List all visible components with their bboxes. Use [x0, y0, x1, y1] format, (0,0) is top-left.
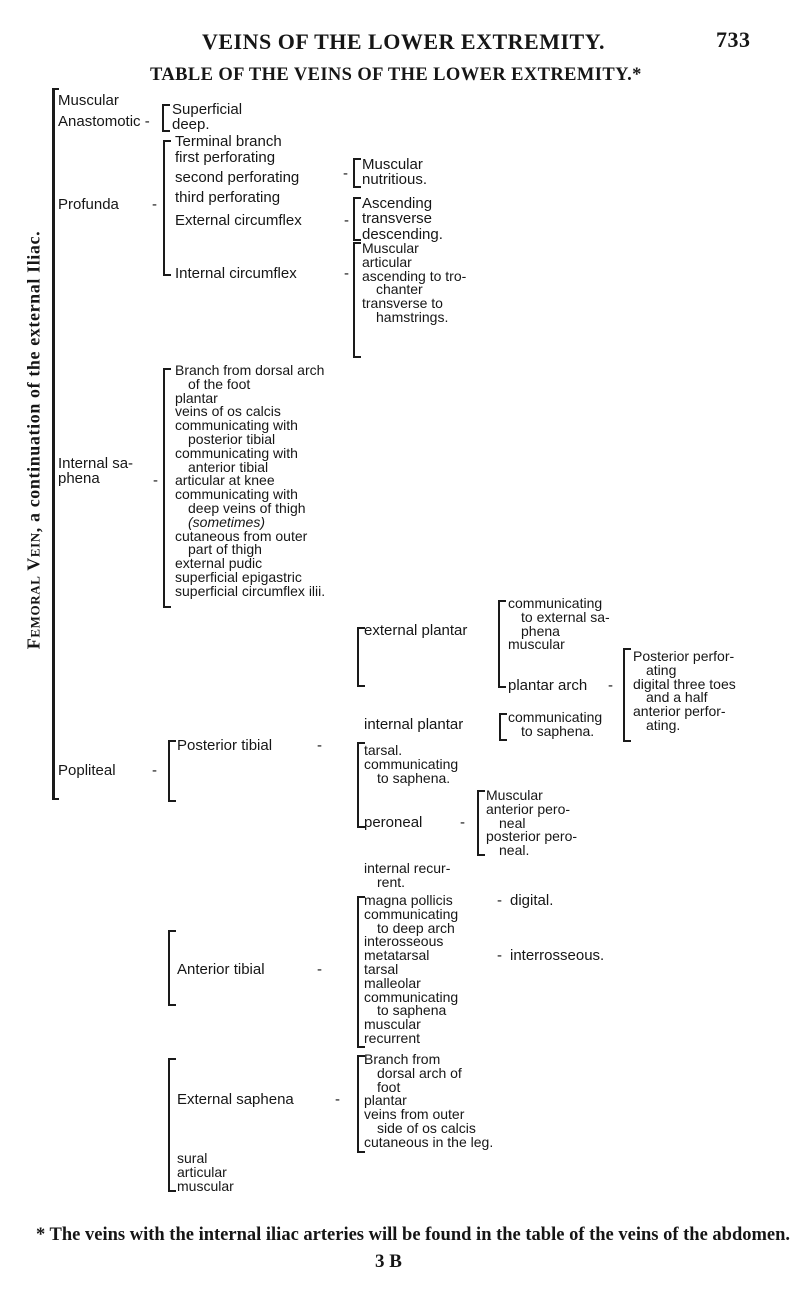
- internal-saphena-line: phena: [58, 470, 100, 488]
- profunda-third-perforating: third perforating: [175, 189, 281, 206]
- int-circ-target: articular: [362, 253, 412, 270]
- page-number: 733: [716, 27, 751, 52]
- femoral-vein-rule: [52, 88, 55, 800]
- anterior-tibial-branch: communicating: [364, 905, 459, 922]
- internal-saphena-line: Internal sa-: [58, 455, 134, 472]
- profunda-dash: -: [152, 196, 157, 213]
- anterior-tibial-branch: recurrent: [364, 1029, 421, 1046]
- int-circ-targets: [362, 242, 466, 325]
- peroneal-dash: -: [460, 814, 465, 831]
- plantar-arch-brace: [623, 648, 625, 742]
- internal-saphena-branch: communicating with: [175, 486, 298, 503]
- anastomotic-list: [172, 102, 242, 133]
- ext-circ-targets: [362, 196, 443, 242]
- posterior-tibial-brace: [357, 742, 359, 828]
- anterior-tibial-branch: malleolar: [364, 974, 421, 991]
- internal-saphena-dash: -: [153, 472, 158, 489]
- post-tib-item: communicating: [364, 755, 459, 772]
- anastomotic-brace: [162, 104, 164, 132]
- ext-plantar-targets: [508, 597, 610, 652]
- external-saphena-branch: dorsal arch of: [377, 1064, 462, 1081]
- internal-saphena-branch: plantar: [175, 389, 218, 406]
- anterior-tibial-branch: to deep arch: [377, 919, 455, 936]
- metatarsal-dash: -: [497, 947, 502, 964]
- ext-circ-target: transverse: [362, 210, 433, 228]
- profunda-brace: [163, 140, 165, 276]
- peroneal: peroneal: [364, 814, 423, 831]
- magna-pollicis-dash: -: [497, 892, 502, 909]
- anterior-tibial-branch: to saphena: [377, 1002, 447, 1019]
- perforating-target: Muscular: [362, 156, 423, 173]
- ext-plantar-target: to external sa-: [521, 608, 610, 625]
- post-tib-item: tarsal.: [364, 742, 403, 758]
- posterior-tibial: Posterior tibial: [177, 737, 273, 754]
- popliteal-label: Popliteal: [58, 762, 116, 779]
- plantar-arch-target: Posterior perfor-: [633, 648, 735, 664]
- popliteal-dash: -: [152, 762, 157, 779]
- popliteal-rest-item: muscular: [177, 1177, 234, 1194]
- ext-plantar-targets-brace: [498, 600, 500, 688]
- ext-plantar-target: phena: [521, 622, 560, 639]
- ext-circ-target: descending.: [362, 225, 443, 243]
- internal-saphena-branch: deep veins of thigh: [188, 499, 306, 516]
- metatarsal-target: interrosseous.: [510, 947, 605, 964]
- external-plantar-brace: [357, 627, 359, 687]
- int-circ-target: ascending to tro-: [362, 267, 467, 284]
- peroneal-targets: [486, 789, 577, 858]
- ext-circ-target: Ascending: [362, 195, 433, 212]
- internal-recurrent: [364, 862, 450, 890]
- side-label-prefix: Femoral Vein: [23, 532, 44, 650]
- external-saphena-branch: side of os calcis: [377, 1119, 476, 1136]
- plantar-arch-target: and a half: [646, 689, 708, 706]
- profunda-internal-circumflex: Internal circumflex: [175, 265, 297, 282]
- popliteal-rest: [177, 1152, 234, 1193]
- internal-saphena-label: [58, 456, 133, 487]
- internal-saphena-branch: veins of os calcis: [175, 403, 281, 420]
- ant-tib-dash: -: [317, 961, 322, 978]
- internal-saphena-branch: external pudic: [175, 555, 263, 572]
- ext-circ-dash: -: [344, 212, 349, 229]
- int-plantar-brace: [499, 713, 501, 741]
- muscular-label: Muscular: [58, 92, 119, 109]
- external-saphena-branch: veins from outer: [364, 1106, 465, 1123]
- profunda-first-perforating: first perforating: [175, 149, 276, 166]
- internal-saphena-branch: posterior tibial: [188, 430, 276, 447]
- peroneal-target: Muscular: [486, 787, 543, 803]
- plantar-arch-target: digital three toes: [633, 675, 736, 692]
- internal-saphena-branch: part of thigh: [188, 541, 262, 558]
- signature-mark: 3 B: [375, 1251, 402, 1272]
- side-label-rest: , a continuation of the external Iliac.: [23, 230, 44, 533]
- rule-bottom-cap: [52, 798, 59, 800]
- internal-saphena-branch: communicating with: [175, 417, 298, 434]
- peroneal-target: anterior pero-: [486, 800, 571, 817]
- external-saphena-branch: foot: [377, 1078, 401, 1095]
- perforating-target: nutritious.: [362, 171, 428, 189]
- post-tib-dash: -: [317, 737, 322, 754]
- anastomotic-label: Anastomotic -: [58, 113, 150, 130]
- anterior-tibial: Anterior tibial: [177, 961, 265, 978]
- plantar-arch-target: ating: [646, 661, 677, 678]
- internal-recurrent-line: rent.: [377, 873, 406, 890]
- int-circ-dash: -: [344, 265, 349, 282]
- internal-plantar: internal plantar: [364, 716, 464, 733]
- internal-saphena-branch: anterior tibial: [188, 458, 269, 475]
- ext-plantar-target: communicating: [508, 595, 603, 611]
- internal-saphena-branch: of the foot: [188, 375, 251, 392]
- ext-plantar-target: muscular: [508, 636, 565, 653]
- int-circ-brace: [353, 242, 355, 358]
- magna-pollicis-target: digital.: [510, 892, 554, 909]
- internal-saphena-branch: superficial circumflex ilii.: [175, 582, 326, 599]
- peroneal-target: neal.: [499, 842, 530, 859]
- post-tib-rest: [364, 744, 458, 785]
- internal-saphena-branch: superficial epigastric: [175, 568, 302, 585]
- external-saphena: External saphena: [177, 1091, 294, 1108]
- plantar-arch-dash: -: [608, 677, 613, 694]
- profunda-label: Profunda: [58, 196, 119, 213]
- table-title: TABLE OF THE VEINS OF THE LOWER EXTREMITY.*: [150, 65, 642, 85]
- posterior-tibial-outer-brace: [168, 740, 170, 802]
- anterior-tibial-branch: muscular: [364, 1016, 421, 1033]
- int-plantar-target: to saphena.: [521, 722, 595, 739]
- int-circ-target: Muscular: [362, 240, 419, 256]
- anterior-tibial-branches: [364, 894, 458, 1046]
- anastomotic-branch: deep.: [172, 116, 210, 134]
- plantar-arch-target: ating.: [646, 716, 681, 733]
- peroneal-brace: [477, 790, 479, 856]
- anterior-tibial-branch: communicating: [364, 988, 459, 1005]
- perforating-targets: [362, 157, 427, 188]
- int-circ-target: transverse to: [362, 295, 443, 312]
- plantar-arch: plantar arch: [508, 677, 588, 694]
- peroneal-target: posterior pero-: [486, 828, 578, 845]
- external-saphena-branch: Branch from: [364, 1051, 441, 1067]
- popliteal-rest-item: sural: [177, 1150, 208, 1166]
- plantar-arch-targets: [633, 650, 736, 733]
- int-circ-target: hamstrings.: [376, 308, 449, 325]
- anterior-tibial-branch: metatarsal: [364, 947, 430, 964]
- rule-top-cap: [52, 88, 59, 90]
- int-circ-target: chanter: [376, 281, 423, 298]
- ext-circ-brace: [353, 197, 355, 241]
- ext-saph-dash: -: [335, 1091, 340, 1108]
- internal-saphena-branch: cutaneous from outer: [175, 527, 308, 544]
- post-tib-item: to saphena.: [377, 769, 451, 786]
- running-title: VEINS OF THE LOWER EXTREMITY.: [202, 29, 606, 54]
- anterior-tibial-outer-brace: [168, 930, 170, 1006]
- external-saphena-branch: cutaneous in the leg.: [364, 1133, 494, 1150]
- profunda-second-perforating: second perforating: [175, 169, 300, 186]
- int-plantar-target: communicating: [508, 709, 603, 725]
- perforating-brace: [353, 158, 355, 188]
- internal-saphena-branch: Branch from dorsal arch: [175, 362, 325, 378]
- anterior-tibial-branch: interosseous: [364, 933, 444, 950]
- internal-saphena-branch: communicating with: [175, 444, 298, 461]
- internal-saphena-branch: articular at knee: [175, 472, 275, 489]
- external-plantar: external plantar: [364, 622, 468, 639]
- plantar-arch-target: anterior perfor-: [633, 703, 726, 720]
- anterior-tibial-branch: tarsal: [364, 960, 399, 977]
- footnote: * The veins with the internal iliac arteries will be found in the table of the veins of the abdomen.: [36, 1225, 791, 1245]
- side-label: [24, 231, 45, 649]
- internal-saphena-branch: (sometimes): [188, 513, 266, 530]
- anastomotic-branch: Superficial: [172, 101, 243, 118]
- external-saphena-branches: [364, 1053, 493, 1150]
- external-saphena-brace: [357, 1055, 359, 1153]
- external-saphena-branch: plantar: [364, 1092, 407, 1109]
- anterior-tibial-branch: magna pollicis: [364, 892, 453, 908]
- peroneal-target: neal: [499, 814, 526, 831]
- anterior-tibial-brace: [357, 896, 359, 1048]
- internal-recurrent-line: internal recur-: [364, 860, 451, 876]
- profunda-external-circumflex: External circumflex: [175, 212, 302, 229]
- internal-saphena-brace: [163, 368, 165, 608]
- popliteal-rest-item: articular: [177, 1163, 227, 1180]
- profunda-terminal: Terminal branch: [175, 133, 282, 150]
- external-saphena-outer-brace: [168, 1058, 170, 1192]
- internal-saphena-branches: [175, 364, 325, 599]
- perforating-dash: -: [343, 165, 348, 182]
- int-plantar-targets: [508, 711, 602, 739]
